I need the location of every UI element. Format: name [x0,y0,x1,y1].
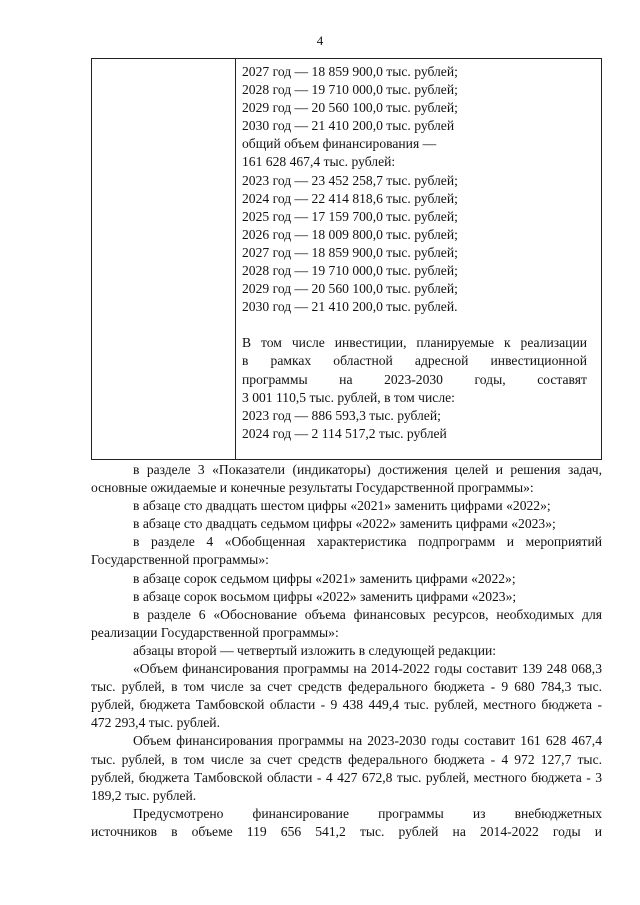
paragraph-48: в абзаце сорок восьмом цифры «2022» заменить цифрами «2023»; [133,588,517,604]
table-line: 2023 год — 886 593,3 тыс. рублей; [242,407,441,423]
table-line: 2028 год — 19 710 000,0 тыс. рублей; [242,82,458,98]
paragraph-section-3: в разделе 3 «Показатели (индикаторы) достижения целей и решения задач, основные ожидаемые и конечные результаты Государственной программы»: [91,462,602,496]
financing-table [91,58,602,460]
paragraph-section-6: в разделе 6 «Обоснование объема финансовых ресурсов, необходимых для реализации Государственной программы»: [91,606,602,640]
page-number: 4 [316,33,324,48]
table-line-invest: программы на 2023-2030 годы, составят [242,371,587,387]
table-line: 2030 год — 21 410 200,0 тыс. рублей. [242,299,458,315]
table-line: 2029 год — 20 560 100,0 тыс. рублей; [242,100,458,116]
table-line: 2029 год — 20 560 100,0 тыс. рублей; [242,281,458,297]
paragraph-section-4: в разделе 4 «Обобщенная характеристика подпрограмм и мероприятий Государственной программы»: [91,534,602,568]
table-line: 2027 год — 18 859 900,0 тыс. рублей; [242,244,458,260]
table-line-invest: В том числе инвестиции, планируемые к реализации [242,335,587,351]
table-line: 161 628 467,4 тыс. рублей: [242,154,396,170]
paragraph-replace-intro: абзацы второй — четвертый изложить в следующей редакции: [133,642,497,658]
table-line: 2030 год — 21 410 200,0 тыс. рублей [242,118,455,134]
table-spacer [242,316,587,334]
table-line: 2024 год — 2 114 517,2 тыс. рублей [242,425,447,441]
table-line-invest: в рамках областной адресной инвестиционной [242,353,587,369]
paragraph-127: в абзаце сто двадцать седьмом цифры «2022» заменить цифрами «2023»; [133,516,556,532]
table-line: общий объем финансирования — [242,136,437,152]
table-column-divider [235,59,236,459]
paragraph-126: в абзаце сто двадцать шестом цифры «2021» заменить цифрами «2022»; [133,498,551,514]
paragraph-extrabudget-line2: источников в объеме 119 656 541,2 тыс. рублей на 2014-2022 годы и [91,823,602,839]
table-line: 2028 год — 19 710 000,0 тыс. рублей; [242,263,458,279]
paragraph-47: в абзаце сорок седьмом цифры «2021» заменить цифрами «2022»; [133,570,516,586]
paragraph-financing-2023-2030: Объем финансирования программы на 2023-2030 годы составит 161 628 467,4 тыс. рублей, в том числе за счет средств федерального бюджета - 4 972 127,7 тыс. рублей, бюджета Тамбовской области - 4 427 672,8 тыс. рублей, местного бюджета - 3 189,2 тыс. рублей. [91,733,602,803]
table-line: 3 001 110,5 тыс. рублей, в том числе: [242,389,455,405]
document-body [91,461,602,841]
table-line: 2024 год — 22 414 818,6 тыс. рублей; [242,190,458,206]
table-line: 2026 год — 18 009 800,0 тыс. рублей; [242,226,458,242]
paragraph-extrabudget-line1: Предусмотрено финансирование программы из внебюджетных [133,805,602,821]
table-line: 2025 год — 17 159 700,0 тыс. рублей; [242,208,458,224]
paragraph-financing-2014-2022: «Объем финансирования программы на 2014-2022 годы составит 139 248 068,3 тыс. рублей, в том числе за счет средств федерального бюджета - 9 680 784,3 тыс. рублей, бюджета Тамбовской области - 9 438 449,4 тыс. рублей, местного бюджета - 472 293,4 тыс. рублей. [91,661,602,731]
table-line: 2027 год — 18 859 900,0 тыс. рублей; [242,64,458,79]
table-right-cell [242,63,587,443]
table-line: 2023 год — 23 452 258,7 тыс. рублей; [242,172,458,188]
